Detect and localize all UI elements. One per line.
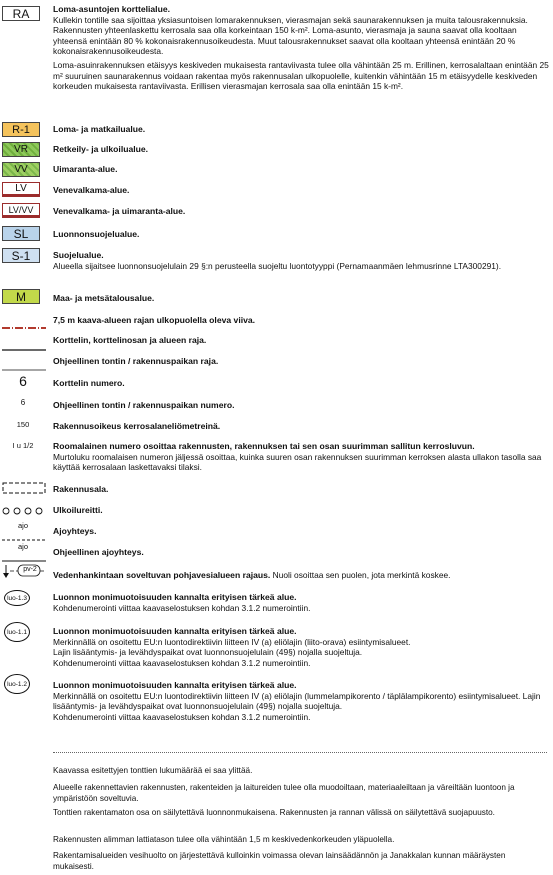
legend-entry-s1: Suojelualue. Alueella sijaitsee luonnonsuojelulain 29 §:n perusteella suojeltu luontotyyppi (Pernamaanmäen lehmusrinne LTA300291). [53, 250, 502, 271]
legend-desc: Kullekin tontille saa sijoittaa yksiasuntoisen lomarakennuksen, vierasmajan sekä saunarakennuksen ja muita talousrakennuksia. Rakennusten yhteenlaskettu kerrosala saa olla korkeintaan 150 k-m². Loma-asunto, vierasmaja ja sauna saavat olla kooltaan yhteensä enintään 80 % kokonaisrakennusoikeudesta. Muut talousrakennukset saavat olla kooltaan yhteensä enintään 20 % kokonaisrakennusoikeudesta. [53, 14, 528, 57]
legend-symbol-luo-1-2: luo-1.2 [2, 674, 44, 694]
legend-entry-block-number: Korttelin numero. [53, 378, 125, 388]
legend-symbol-vr: VR [2, 142, 44, 157]
legend-entry-groundwater: Vedenhankintaan soveltuvan pohjavesialueen rajaus. Nuoli osoittaa sen puolen, jota merkintä koskee. [53, 570, 451, 580]
legend-entry-outdoor-route: Ulkoilureitti. [53, 505, 103, 515]
footnote: Tonttien rakentamaton osa on säilytettävä luonnonmukaisena. Rakennusten ja rannan välissä on säilytettävä suojapuusto. [53, 808, 495, 817]
legend-entry-ra [53, 4, 549, 92]
legend-entry-building-area: Rakennusala. [53, 484, 109, 494]
legend-symbol-kaava-line [2, 318, 44, 336]
legend-symbol-m: M [2, 289, 44, 304]
legend-entry-sl: Luonnonsuojelualue. [53, 229, 140, 239]
legend-entry-driveway: Ajoyhteys. [53, 526, 97, 536]
legend-symbol-s1: S-1 [2, 248, 44, 263]
legend-entry-block-border: Korttelin, korttelinosan ja alueen raja. [53, 335, 207, 345]
legend-entry-vr: Retkeily- ja ulkoilualue. [53, 144, 149, 154]
footnote: Kaavassa esitettyjen tonttien lukumäärää ei saa ylittää. [53, 766, 253, 775]
legend-symbol-lv: LV [2, 182, 44, 197]
legend-symbol-luo-1-3: luo-1.3 [2, 590, 44, 606]
footnote: Alueelle rakennettavien rakennusten, rakenteiden ja laitureiden tulee olla muodoiltaan, materiaaleiltaan ja väreiltään luontoon ja ympäristöön soveltuvia. [53, 783, 515, 803]
legend-entry-luo-1-1: Luonnon monimuotoisuuden kannalta erityisen tärkeä alue. Merkinnällä on osoitettu EU:n luontodirektiivin liitteen IV (a) eliölajin (liito-orava) esiintymisalueet. Lajin lisääntymis- ja levähdyspaikat ovat luonnonsuojelulain (49§) nojalla suojeltuja. Kohdenumerointi viittaa kaavaselostuksen kohdan 3.1.2 numerointiin. [53, 626, 411, 668]
footnote: Rakennusten alimman lattiatason tulee olla vähintään 1,5 m keskivedenkorkeuden yläpuolella. [53, 835, 395, 844]
legend-entry-r1: Loma- ja matkailualue. [53, 124, 146, 134]
legend-symbol-block-number: 6 [19, 373, 27, 389]
legend-symbol-outdoor-route [2, 503, 44, 521]
legend-symbol-driveway: ajo [17, 521, 28, 530]
legend-symbol-floor-area: 150 [16, 420, 30, 429]
footnote: Rakentamisalueiden vesihuolto on järjestettävä kulloinkin voimassa olevan lainsäädännön ja Janakkalan kunnan määräysten mukaisesti. [53, 851, 506, 871]
legend-symbol-floor-count: I u 1/2 [12, 441, 34, 450]
legend-symbol-guide-driveway: ajo [17, 542, 28, 551]
legend-entry-vv: Uimaranta-alue. [53, 164, 118, 174]
legend-symbol-building-area [2, 481, 44, 499]
legend-symbol-groundwater: pv-2 [2, 563, 44, 584]
legend-entry-plot-border: Ohjeellinen tontin / rakennuspaikan raja. [53, 356, 219, 366]
legend-desc: Loma-asuinrakennuksen etäisyys keskiveden mukaisesta rantaviivasta tulee olla vähintään 25 m. Erillinen, kerrosalaltaan enintään 25 m² suuruinen saunarakennus voidaan rakentaa myös rakennusalan ulkopuolelle, kuitenkin vähintään 15 m etäisyydelle keskiveden korkeuden mukaisesta rantaviivasta. Erillisen vierasmajan kerrosala saa olla enintään 15 k-m². [53, 59, 549, 92]
legend-entry-lv: Venevalkama-alue. [53, 185, 130, 195]
legend-symbol-luo-1-1: luo-1.1 [2, 622, 44, 642]
legend-entry-floor-count: Roomalainen numero osoittaa rakennusten, rakennuksen tai sen osan suurimman sallitun kerrosluvun. Murtoluku roomalaisen numeron jäljessä osoittaa, kuinka suuren osan rakennuksen suurimman kerroksen alasta ullakon tasolla saa käyttää kerrosalaan laskettavaksi tilaksi. [53, 441, 542, 473]
legend-symbol-r1: R-1 [2, 122, 44, 137]
legend-symbol-ra: RA [2, 6, 44, 21]
legend-entry-plot-number: Ohjeellinen tontin / rakennuspaikan numero. [53, 400, 235, 410]
legend-entry-luo-1-2: Luonnon monimuotoisuuden kannalta erityisen tärkeä alue. Merkinnällä on osoitettu EU:n luontodirektiivin liitteen IV (a) eliölajin (lummelampikorento / täplälampikorento) esiintymisalueet. Lajin lisääntymis- ja levähdyspaikat ovat luonnonsuojelulain (49§) nojalla suojeltuja. Kohdenumerointi viittaa kaavaselostuksen kohdan 3.1.2 numerointiin. [53, 680, 541, 722]
legend-symbol-vv: VV [2, 162, 44, 177]
legend-entry-luo-1-3: Luonnon monimuotoisuuden kannalta erityisen tärkeä alue. Kohdenumerointi viittaa kaavaselostuksen kohdan 3.1.2 numerointiin. [53, 592, 311, 613]
legend-entry-kaava-line: 7,5 m kaava-alueen rajan ulkopuolella oleva viiva. [53, 315, 256, 325]
legend-entry-guide-driveway: Ohjeellinen ajoyhteys. [53, 547, 144, 557]
legend-symbol-lv-vv: LV/VV [2, 203, 44, 218]
legend-symbol-plot-number: 6 [20, 398, 26, 407]
legend-entry-lv-vv: Venevalkama- ja uimaranta-alue. [53, 206, 186, 216]
legend-entry-floor-area: Rakennusoikeus kerrosalaneliömetreinä. [53, 421, 221, 431]
legend-title: Loma-asuntojen korttelialue. [53, 4, 170, 14]
legend-symbol-block-border [2, 339, 44, 357]
legend-entry-m: Maa- ja metsätalousalue. [53, 293, 155, 303]
footnote-divider [53, 752, 547, 753]
legend-symbol-sl: SL [2, 226, 44, 241]
